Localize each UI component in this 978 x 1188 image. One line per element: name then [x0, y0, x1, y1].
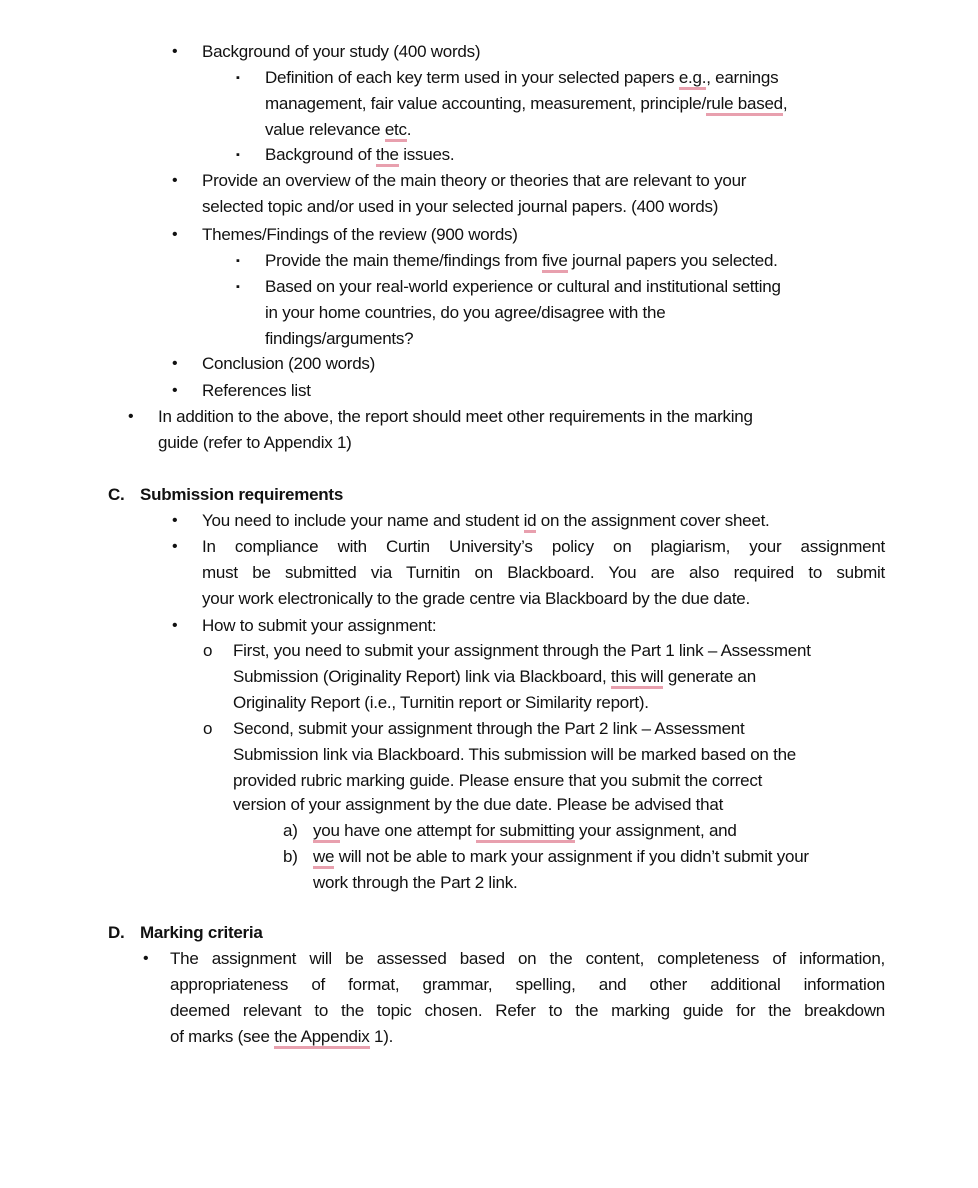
list-marker: ▪	[236, 149, 240, 161]
text-segment: must be submitted via Turnitin on Blackboard. You are also required to submit	[202, 563, 885, 582]
section-letter: D.	[108, 923, 125, 942]
text-line	[265, 118, 411, 142]
text-line	[265, 275, 781, 299]
spellcheck-underlined-text[interactable]: the Appendix	[274, 1027, 369, 1049]
list-marker: o	[203, 719, 213, 738]
text-segment: How to submit your assignment:	[202, 616, 437, 635]
spellcheck-underlined-text[interactable]: five	[542, 251, 567, 273]
text-segment: journal papers you selected.	[567, 251, 778, 270]
text-segment: .	[406, 120, 412, 139]
text-line	[202, 169, 746, 193]
text-segment: Submission link via Blackboard. This submission will be marked based on the	[233, 745, 796, 764]
text-segment: Conclusion (200 words)	[202, 354, 376, 373]
text-segment: Originality Report (i.e., Turnitin report or Similarity report).	[233, 693, 649, 712]
text-line	[233, 665, 756, 689]
text-line	[313, 871, 517, 895]
section-heading	[140, 921, 263, 945]
list-marker: •	[172, 172, 178, 189]
text-line	[202, 509, 770, 533]
list-marker: •	[172, 355, 178, 372]
list-marker: •	[172, 382, 178, 399]
list-marker: a)	[283, 821, 298, 840]
list-marker: •	[128, 408, 134, 425]
text-line	[202, 223, 518, 247]
text-segment: Provide the main theme/findings from	[265, 251, 543, 270]
list-marker: o	[203, 641, 213, 660]
text-line	[233, 769, 762, 793]
text-segment: Based on your real-world experience or cultural and institutional setting	[265, 277, 781, 296]
text-line	[313, 819, 737, 843]
text-line	[233, 639, 811, 663]
list-marker: •	[172, 512, 178, 529]
text-segment: your assignment, and	[574, 821, 737, 840]
text-line	[265, 66, 778, 90]
text-segment: will not be able to mark your assignment if you didn’t submit your	[334, 847, 809, 866]
list-marker: b)	[283, 847, 298, 866]
text-line	[265, 301, 665, 325]
text-segment: on the assignment cover sheet.	[536, 511, 770, 530]
section-heading	[140, 483, 343, 507]
text-segment: ,	[782, 94, 788, 113]
text-line	[313, 845, 809, 869]
text-segment: Themes/Findings of the review (900 words)	[202, 225, 518, 244]
text-segment: appropriateness of format, grammar, spelling, and other additional information	[170, 975, 885, 994]
text-line	[158, 431, 352, 455]
text-segment: work through the Part 2 link.	[313, 873, 518, 892]
text-line	[265, 92, 787, 116]
spellcheck-underlined-text[interactable]: etc	[385, 120, 407, 142]
spellcheck-underlined-text[interactable]: for submitting	[476, 821, 575, 843]
spellcheck-underlined-text[interactable]: id	[524, 511, 537, 533]
text-segment: In compliance with Curtin University’s policy on plagiarism, your assignment	[202, 537, 885, 556]
text-line	[202, 535, 885, 559]
text-segment: Provide an overview of the main theory or theories that are relevant to your	[202, 171, 747, 190]
spellcheck-underlined-text[interactable]: e.g.	[679, 68, 706, 90]
text-segment: 1).	[369, 1027, 394, 1046]
text-line	[170, 973, 885, 997]
text-segment: The assignment will be assessed based on the content, completeness of information,	[170, 949, 885, 968]
text-segment: issues.	[398, 145, 455, 164]
text-segment: management, fair value accounting, measurement, principle/	[265, 94, 706, 113]
text-segment: generate an	[663, 667, 756, 686]
text-line	[202, 561, 885, 585]
text-line	[202, 40, 480, 64]
text-segment: guide (refer to Appendix 1)	[158, 433, 352, 452]
text-line	[158, 405, 753, 429]
text-segment: Definition of each key term used in your selected papers	[265, 68, 679, 87]
text-line	[202, 379, 311, 403]
text-segment: Second, submit your assignment through the Part 2 link – Assessment	[233, 719, 745, 738]
text-line	[233, 743, 796, 767]
text-segment: References list	[202, 381, 311, 400]
text-segment: You need to include your name and student	[202, 511, 524, 530]
text-line	[233, 717, 744, 741]
text-segment: selected topic and/or used in your selected journal papers. (400 words)	[202, 197, 719, 216]
text-segment: of marks (see	[170, 1027, 275, 1046]
text-segment: in your home countries, do you agree/disagree with the	[265, 303, 666, 322]
text-line	[233, 691, 649, 715]
text-line	[265, 249, 778, 273]
text-segment: Submission requirements	[140, 485, 344, 504]
list-marker: •	[172, 538, 178, 555]
text-line	[202, 614, 436, 638]
text-segment: Background of your study (400 words)	[202, 42, 481, 61]
list-marker: •	[172, 226, 178, 243]
text-line	[170, 1025, 393, 1049]
text-line	[202, 352, 375, 376]
text-segment: , earnings	[706, 68, 779, 87]
text-segment: First, you need to submit your assignment through the Part 1 link – Assessment	[233, 641, 811, 660]
list-marker: •	[172, 43, 178, 60]
text-line	[202, 587, 750, 611]
text-line	[233, 793, 723, 817]
text-line	[265, 327, 413, 351]
text-segment: In addition to the above, the report should meet other requirements in the marking	[158, 407, 753, 426]
text-line	[170, 947, 885, 971]
spellcheck-underlined-text[interactable]: rule based	[706, 94, 783, 116]
text-segment: deemed relevant to the topic chosen. Refer to the marking guide for the breakdown	[170, 1001, 885, 1020]
text-segment: Marking criteria	[140, 923, 263, 942]
text-segment: findings/arguments?	[265, 329, 414, 348]
list-marker: ▪	[236, 255, 240, 267]
text-segment: your work electronically to the grade centre via Blackboard by the due date.	[202, 589, 750, 608]
text-segment: version of your assignment by the due date. Please be advised that	[233, 795, 724, 814]
spellcheck-underlined-text[interactable]: this will	[611, 667, 664, 689]
spellcheck-underlined-text[interactable]: you	[313, 821, 340, 843]
text-segment: have one attempt	[339, 821, 476, 840]
list-marker: •	[172, 617, 178, 634]
spellcheck-underlined-text[interactable]: the	[376, 145, 399, 167]
text-line	[202, 195, 718, 219]
text-segment: value relevance	[265, 120, 385, 139]
list-marker: •	[143, 950, 149, 967]
text-segment: Background of	[265, 145, 376, 164]
section-letter: C.	[108, 485, 125, 504]
text-segment: provided rubric marking guide. Please ensure that you submit the correct	[233, 771, 763, 790]
spellcheck-underlined-text[interactable]: we	[313, 847, 334, 869]
list-marker: ▪	[236, 281, 240, 293]
list-marker: ▪	[236, 72, 240, 84]
text-segment: Submission (Originality Report) link via Blackboard,	[233, 667, 611, 686]
text-line	[265, 143, 454, 167]
text-line	[170, 999, 885, 1023]
